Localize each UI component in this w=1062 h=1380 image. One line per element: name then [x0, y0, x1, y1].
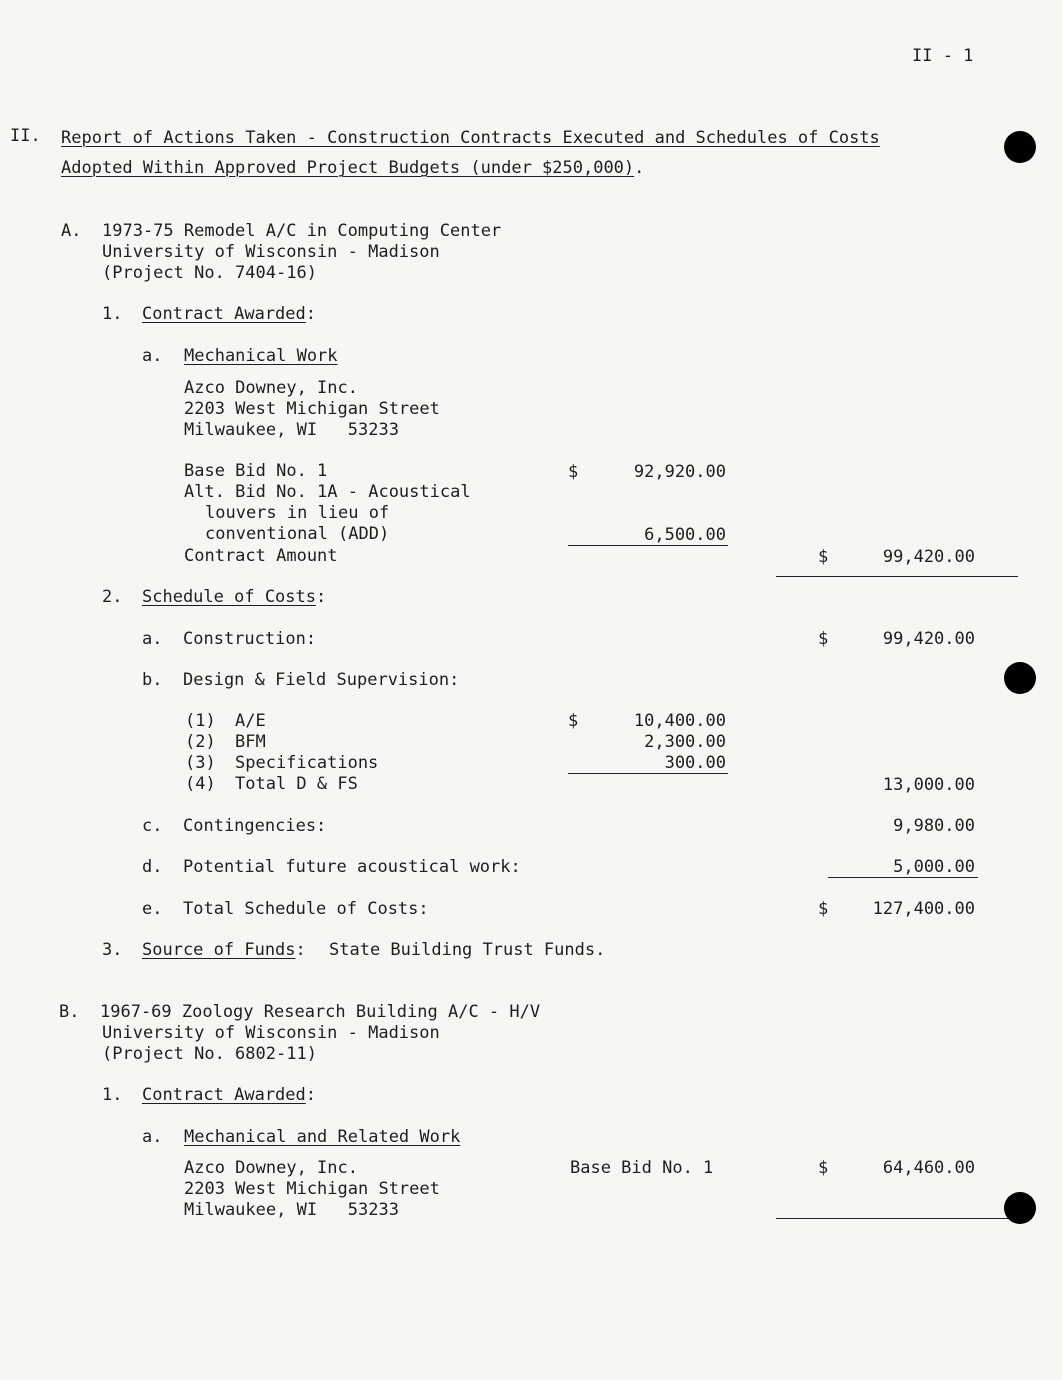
b-contractor-city: Milwaukee, WI 53233	[184, 1200, 399, 1220]
a-base-bid-amount: 92,920.00	[633, 462, 726, 482]
a-base-bid-currency: $	[568, 462, 579, 482]
a3-value: State Building Trust Funds.	[329, 940, 606, 960]
b1-number: 1.	[102, 1085, 123, 1105]
a-base-bid-label: Base Bid No. 1	[184, 461, 328, 481]
a3-heading-wrap	[142, 940, 306, 960]
a-alt-bid-line1: Alt. Bid No. 1A - Acoustical	[184, 482, 471, 502]
total-dfs-num: (4)	[185, 774, 216, 794]
page-number: II - 1	[912, 46, 974, 66]
design-item-3-label: Specifications	[235, 753, 379, 773]
a-contract-total-rule	[776, 576, 1018, 577]
a-contract-amount: 99,420.00	[882, 547, 975, 567]
punch-hole-middle	[1004, 662, 1036, 694]
project-a-letter: A.	[61, 221, 82, 241]
a2d-letter: d.	[142, 857, 163, 877]
b-contract-total-rule	[776, 1218, 1008, 1219]
b1-heading-wrap	[142, 1085, 316, 1105]
project-b-institution: University of Wisconsin - Madison	[102, 1023, 440, 1043]
a-contractor-street: 2203 West Michigan Street	[184, 399, 440, 419]
a2e-label: Total Schedule of Costs:	[183, 899, 429, 919]
project-a-project-no: (Project No. 7404-16)	[102, 263, 317, 283]
a2e-amount: 127,400.00	[872, 899, 975, 919]
b1a-letter: a.	[142, 1127, 163, 1147]
a2d-amount: 5,000.00	[893, 857, 975, 877]
a2c-label: Contingencies:	[183, 816, 327, 836]
a2a-label: Construction:	[183, 629, 317, 649]
b1-colon: :	[305, 1085, 317, 1105]
a2b-letter: b.	[142, 670, 163, 690]
design-item-1-label: A/E	[235, 711, 266, 731]
project-b-letter: B.	[59, 1002, 80, 1022]
a2a-currency: $	[818, 629, 829, 649]
a3-heading: Source of Funds	[142, 940, 296, 960]
total-dfs-amount: 13,000.00	[882, 775, 975, 795]
a2c-letter: c.	[142, 816, 163, 836]
design-subtotal-rule	[568, 773, 728, 774]
a-alt-bid-line2: louvers in lieu of	[205, 503, 390, 523]
section-title-line1: Report of Actions Taken - Construction Contracts Executed and Schedules of Costs	[61, 128, 880, 148]
a-contract-amount-currency: $	[818, 547, 829, 567]
a3-number: 3.	[102, 940, 123, 960]
project-a-institution: University of Wisconsin - Madison	[102, 242, 440, 262]
b1-heading: Contract Awarded	[142, 1085, 306, 1105]
a1-heading: Contract Awarded	[142, 304, 306, 324]
a2a-letter: a.	[142, 629, 163, 649]
a1a-letter: a.	[142, 346, 163, 366]
b-contractor-street: 2203 West Michigan Street	[184, 1179, 440, 1199]
a2d-label: Potential future acoustical work:	[183, 857, 521, 877]
a1a-work: Mechanical Work	[184, 346, 338, 366]
a-contractor-city: Milwaukee, WI 53233	[184, 420, 399, 440]
design-item-2-label: BFM	[235, 732, 266, 752]
b1a-work: Mechanical and Related Work	[184, 1127, 461, 1147]
punch-hole-bottom	[1004, 1192, 1036, 1224]
a-contractor-name: Azco Downey, Inc.	[184, 378, 358, 398]
project-b-project-no: (Project No. 6802-11)	[102, 1044, 317, 1064]
design-item-2-num: (2)	[185, 732, 216, 752]
design-item-2-amount: 2,300.00	[644, 732, 726, 752]
a-alt-bid-amount: 6,500.00	[644, 525, 726, 545]
a2a-amount: 99,420.00	[882, 629, 975, 649]
a2-number: 2.	[102, 587, 123, 607]
design-item-1-currency: $	[568, 711, 579, 731]
a2b-label: Design & Field Supervision:	[183, 670, 460, 690]
a1-number: 1.	[102, 304, 123, 324]
total-dfs-label: Total D & FS	[235, 774, 358, 794]
b-base-bid-amount: 64,460.00	[882, 1158, 975, 1178]
a3-colon: :	[295, 940, 306, 960]
a-alt-bid-line3: conventional (ADD)	[205, 524, 390, 544]
punch-hole-top	[1004, 131, 1036, 163]
section-number: II.	[10, 126, 41, 146]
a2-colon: :	[316, 587, 327, 607]
design-item-1-num: (1)	[185, 711, 216, 731]
project-a-title: 1973-75 Remodel A/C in Computing Center	[102, 221, 502, 241]
a2-heading-wrap	[142, 587, 326, 607]
section-title-line2: Adopted Within Approved Project Budgets (under $250,000)	[61, 158, 635, 178]
a-contract-subtotal-rule	[568, 545, 728, 546]
b-base-bid-label: Base Bid No. 1	[570, 1158, 714, 1178]
a2c-amount: 9,980.00	[893, 816, 975, 836]
design-item-3-num: (3)	[185, 753, 216, 773]
section-title-end: .	[634, 158, 645, 178]
a1-colon: :	[305, 304, 317, 324]
a-contract-amount-label: Contract Amount	[184, 546, 338, 566]
b-base-bid-currency: $	[818, 1158, 829, 1178]
a2e-currency: $	[818, 899, 829, 919]
a2-heading: Schedule of Costs	[142, 587, 316, 607]
design-item-3-amount: 300.00	[664, 753, 726, 773]
design-item-1-amount: 10,400.00	[633, 711, 726, 731]
project-b-title: 1967-69 Zoology Research Building A/C - H/V	[100, 1002, 541, 1022]
schedule-total-rule	[828, 877, 978, 878]
b-contractor-name: Azco Downey, Inc.	[184, 1158, 358, 1178]
a2e-letter: e.	[142, 899, 163, 919]
a1-heading-wrap	[142, 304, 316, 324]
section-title-line2-wrap	[61, 158, 644, 178]
